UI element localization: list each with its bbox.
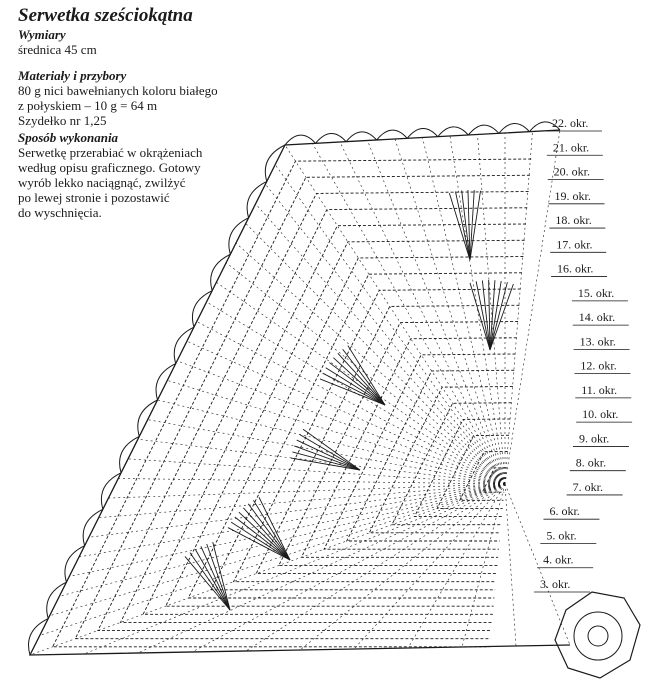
round-label: 19. okr. [554,188,591,203]
center-hexagon [555,592,640,678]
round-label: 13. okr. [579,334,616,349]
dimensions-line: średnica 45 cm [18,42,97,57]
center-hexagon-outline [555,592,640,678]
fan-ray [348,346,385,405]
round-label: 18. okr. [555,213,592,228]
stitch-round [347,370,515,541]
radial-chain [313,144,506,485]
fan-ray [294,446,360,470]
stitch-round [98,192,529,631]
fan-ray [303,429,360,470]
radial-chain [462,484,505,647]
center-ring [574,612,622,660]
fan-ray [253,500,290,560]
radial-chain [395,139,505,484]
fan-ray [243,508,290,560]
round-label: 9. okr. [578,431,610,446]
radial-chain [505,484,516,646]
center-ring-inner [588,626,608,646]
round-label: 5. okr. [546,528,577,543]
fan-ray [470,191,481,260]
round-label: 16. okr. [557,261,594,276]
round-labels [534,116,632,592]
fan-ray [207,544,230,610]
method-line: po lewej stronie i pozostawić [18,190,170,205]
radial-chain [246,484,505,651]
stitch-round [369,387,513,533]
radial-chain [79,484,505,557]
fan-ray [449,193,470,260]
radial-chain [158,400,506,484]
radial-chain [192,484,505,652]
materials-line: z połyskiem – 10 g = 64 m [18,98,158,113]
round-label: 22. okr. [552,116,589,130]
round-label: 21. okr. [552,140,590,155]
radial-chain [236,243,505,484]
radial-chain [300,484,505,650]
stitch-grid [30,130,570,655]
round-label: 11. okr. [581,382,618,397]
round-label: 12. okr. [580,358,617,373]
fan-ray [490,284,513,350]
materials-heading: Materiały i przybory [18,68,127,83]
method-heading: Sposób wykonania [18,130,119,145]
fan-ray [490,281,501,350]
radial-chain [505,132,533,485]
fan-ray [338,353,385,405]
materials-line: 80 g nici bawełnianych koloru białego [18,83,218,98]
radial-chain [118,478,505,484]
radial-chain [59,484,505,596]
round-label: 4. okr. [543,552,574,567]
stitch-round [437,435,509,508]
method-line: do wyschnięcia. [18,205,102,220]
fan-ray [326,368,385,405]
fan-ray [195,549,230,610]
fan-ray [190,553,230,610]
round-label: 15. okr. [577,285,615,300]
radial-chain [505,130,560,484]
method-line: Serwetkę przerabiać w okrążeniach [18,145,203,160]
radial-chain [138,484,505,653]
stitch-round [166,240,525,606]
round-label: 10. okr. [582,407,619,422]
materials-line: Szydełko nr 1,25 [18,113,107,128]
round-label: 6. okr. [549,504,580,519]
radial-chain [246,223,505,484]
radial-chain [285,145,505,484]
dimensions-heading: Wymiary [18,27,66,42]
fan-motifs [185,190,513,610]
stitch-round [120,208,527,623]
radial-chain [40,484,505,635]
fan-ray [470,283,490,350]
round-label: 7. okr. [572,479,603,494]
fan-ray [201,546,230,610]
round-label: 8. okr. [575,455,607,470]
round-label: 17. okr. [556,237,593,252]
radial-chain [177,361,505,484]
radial-chain [275,165,505,484]
wedge-outline [30,130,570,655]
round-label: 3. okr. [540,577,571,591]
fan-ray [323,373,385,405]
fan-ray [470,190,474,260]
round-label: 14. okr. [578,310,616,325]
method-line: według opisu graficznego. Gotowy [18,160,201,175]
method-line: wyrób lekko naciągnąć, zwilżyć [18,175,186,190]
stitch-round [460,452,508,501]
round-label: 20. okr. [553,164,591,179]
fan-ray [259,497,290,560]
scalloped-edging [29,122,560,655]
pattern-title: Serwetka sześciokątna [18,5,193,26]
radial-chain [99,484,505,518]
